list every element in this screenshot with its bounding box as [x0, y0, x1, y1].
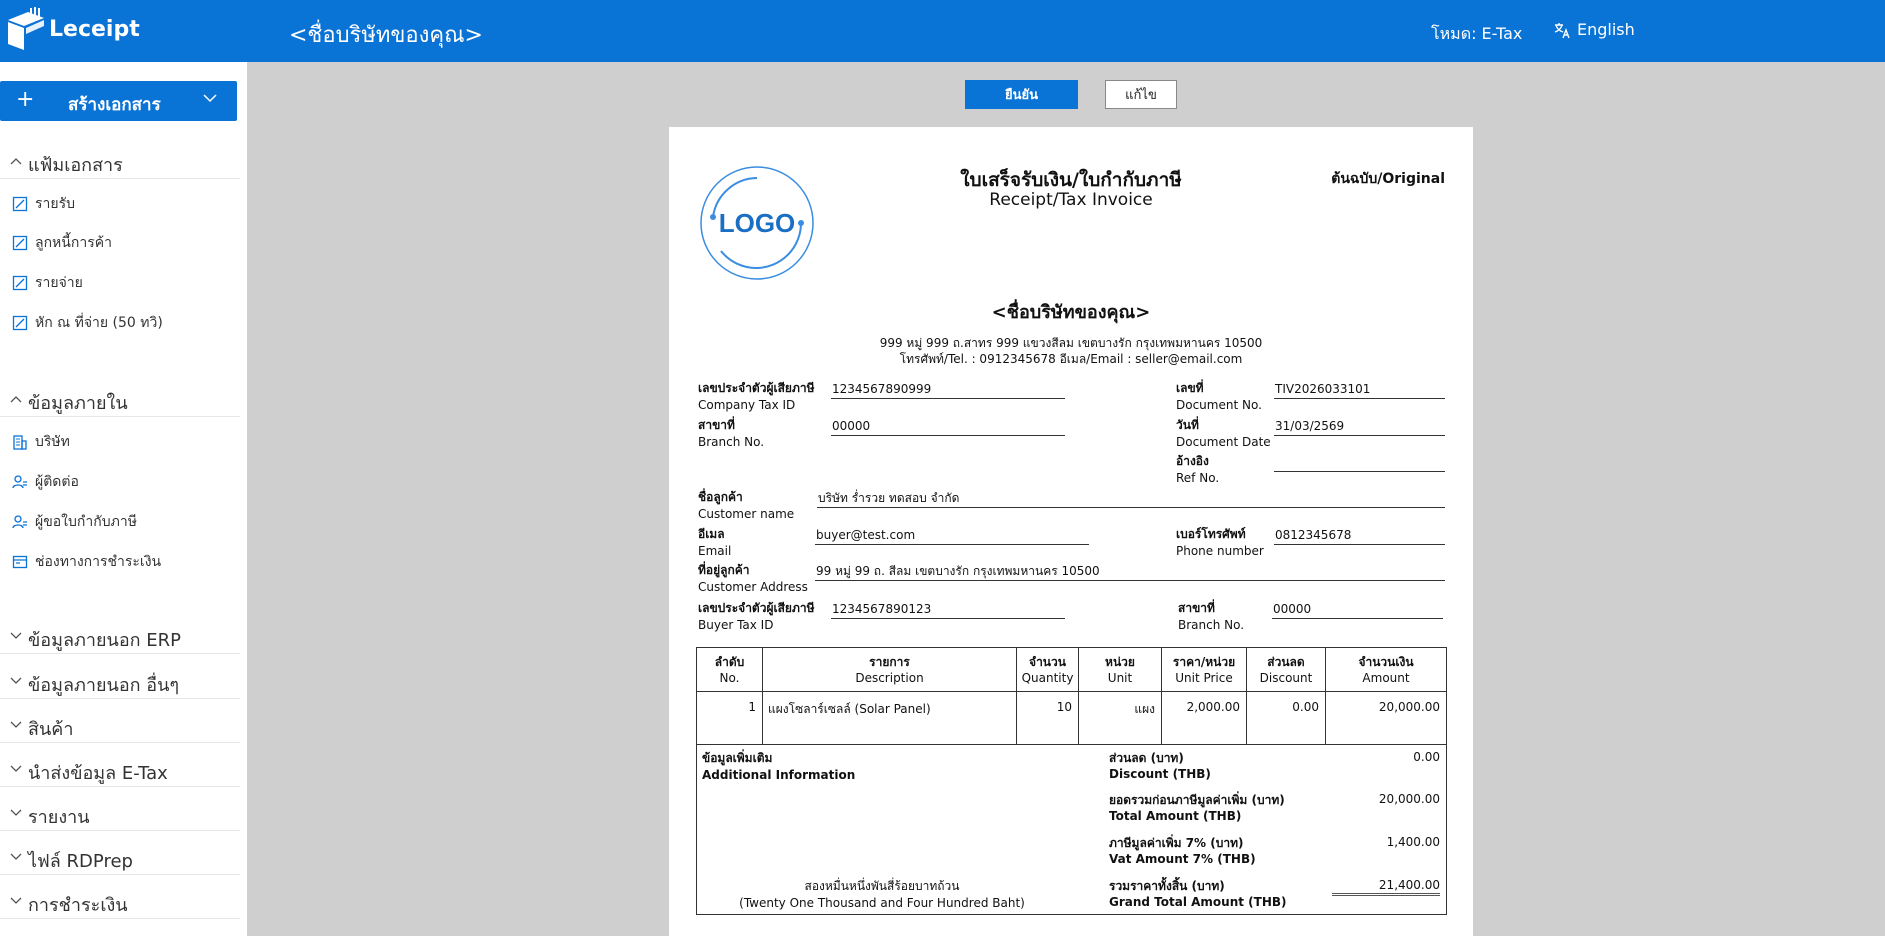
- doc-title-th: ใบเสร็จรับเงิน/ใบกำกับภาษี: [960, 169, 1182, 191]
- chevron-down-icon: [10, 809, 22, 817]
- table-cell-unit-price: 2,000.00: [1186, 700, 1240, 714]
- doc-company-name: <ชื่อบริษัทของคุณ>: [991, 302, 1151, 323]
- buyer-branch-value: 00000: [1272, 602, 1443, 619]
- edit-button[interactable]: แก้ไข: [1105, 80, 1177, 109]
- section-label: ไฟล์ RDPrep: [28, 851, 133, 872]
- section-label: สินค้า: [28, 719, 74, 740]
- branch-value: 00000: [831, 419, 1065, 436]
- header-company-title: <ชื่อบริษัทของคุณ>: [289, 23, 483, 48]
- grand-total-label: รวมราคาทั้งสิ้น (บาท) Grand Total Amount (THB): [1109, 879, 1287, 909]
- table-cell-quantity: 10: [1056, 700, 1072, 714]
- address-label: ที่อยู่ลูกค้า Customer Address: [698, 563, 808, 594]
- customer-label: ชื่อลูกค้า Customer name: [698, 490, 795, 521]
- sidebar-item-receivables[interactable]: [12, 230, 112, 256]
- section-label: การชำระเงิน: [28, 895, 128, 916]
- create-document-label: สร้างเอกสาร: [68, 95, 161, 115]
- chevron-down-icon: [10, 853, 22, 861]
- sidebar-section-etax-submit[interactable]: [0, 751, 240, 787]
- sidebar-section-payment[interactable]: [0, 883, 240, 919]
- buyer-tax-label: เลขประจำตัวผู้เสียภาษี Buyer Tax ID: [698, 601, 815, 632]
- sidebar-item-label: บริษัท: [35, 434, 70, 450]
- total-label: ยอดรวมก่อนภาษีมูลค่าเพิ่ม (บาท) Total Amount (THB): [1109, 793, 1285, 823]
- col-description: รายการ Description แผงโซลาร์เซลล์ (Solar Panel): [763, 648, 1017, 744]
- sidebar-item-expenses[interactable]: [12, 270, 83, 296]
- table-cell-no: 1: [748, 700, 756, 714]
- translate-icon: [1553, 21, 1571, 39]
- sidebar-item-withholding[interactable]: [12, 310, 163, 336]
- discount-value: 0.00: [1413, 750, 1440, 764]
- table-cell-unit: แผง: [1134, 702, 1155, 716]
- document-icon: [12, 275, 28, 291]
- create-document-button[interactable]: [0, 81, 237, 121]
- sidebar-item-label: ผู้ติดต่อ: [35, 474, 79, 490]
- summary-box: [696, 744, 1447, 915]
- email-value: buyer@test.com: [815, 528, 1089, 545]
- chevron-down-icon: [10, 677, 22, 685]
- plus-icon: +: [16, 87, 35, 112]
- doc-company-contact: โทรศัพท์/Tel. : 0912345678 อีเมล/Email : seller@email.com: [899, 352, 1243, 366]
- chevron-up-icon: [10, 157, 22, 165]
- sidebar-item-label: ผู้ขอใบกำกับภาษี: [35, 514, 137, 530]
- ref-value: [1274, 455, 1445, 472]
- doc-date-value: 31/03/2569: [1274, 419, 1445, 436]
- col-no: ลำดับ No. 1: [697, 648, 763, 744]
- document-preview: [669, 127, 1473, 936]
- table-cell-discount: 0.00: [1292, 700, 1319, 714]
- sidebar-section-documents[interactable]: [0, 143, 240, 179]
- chevron-down-icon: [203, 93, 217, 103]
- items-table: [696, 647, 1447, 745]
- table-cell-description: แผงโซลาร์เซลล์ (Solar Panel): [768, 702, 931, 716]
- doc-date-label: วันที่ Document Date: [1176, 418, 1271, 449]
- chevron-up-icon: [10, 395, 22, 403]
- col-discount: ส่วนลด Discount 0.00: [1247, 648, 1326, 744]
- sidebar: [0, 62, 247, 936]
- sidebar-item-company[interactable]: [12, 429, 70, 455]
- col-unit-price: ราคา/หน่วย Unit Price 2,000.00: [1162, 648, 1247, 744]
- doc-no-label: เลขที่ Document No.: [1176, 381, 1262, 412]
- brand-name[interactable]: Leceipt: [49, 17, 140, 42]
- doc-company-address: 999 หมู่ 999 ถ.สาทร 999 แขวงสีลม เขตบางรัก กรุงเทพมหานคร 10500: [879, 336, 1263, 350]
- chevron-down-icon: [10, 721, 22, 729]
- document-icon: [12, 235, 28, 251]
- branch-label: สาขาที่ Branch No.: [698, 418, 765, 449]
- sidebar-item-label: รายจ่าย: [35, 275, 83, 291]
- top-bar: [0, 0, 1885, 62]
- phone-label: เบอร์โทรศัพท์ Phone number: [1176, 527, 1264, 558]
- language-switcher[interactable]: [1553, 20, 1635, 39]
- doc-title-en: Receipt/Tax Invoice: [989, 190, 1153, 210]
- sidebar-section-products[interactable]: [0, 707, 240, 743]
- grand-total-value: 21,400.00: [1332, 878, 1440, 896]
- sidebar-section-external-other[interactable]: [0, 663, 240, 699]
- vat-label: ภาษีมูลค่าเพิ่ม 7% (บาท) Vat Amount 7% (THB): [1109, 836, 1256, 866]
- email-label: อีเมล Email: [698, 527, 732, 558]
- col-quantity: จำนวน Quantity 10: [1017, 648, 1079, 744]
- sidebar-item-label: ช่องทางการชำระเงิน: [35, 554, 162, 570]
- phone-value: 0812345678: [1274, 528, 1445, 545]
- mode-indicator[interactable]: โหมด: E-Tax: [1431, 24, 1523, 43]
- col-unit: หน่วย Unit แผง: [1079, 648, 1162, 744]
- buyer-tax-value: 1234567890123: [831, 602, 1065, 619]
- additional-info-label: ข้อมูลเพิ่มเติม Additional Information: [702, 751, 856, 782]
- sidebar-section-reports[interactable]: [0, 795, 240, 831]
- discount-label: ส่วนลด (บาท) Discount (THB): [1109, 751, 1211, 781]
- address-value: 99 หมู่ 99 ถ. สีลม เขตบางรัก กรุงเทพมหานคร 10500: [815, 564, 1445, 581]
- building-icon: [12, 434, 28, 450]
- document-icon: [12, 315, 28, 331]
- sidebar-item-label: รายรับ: [35, 196, 75, 212]
- sidebar-section-external-erp[interactable]: [0, 618, 240, 654]
- leceipt-logo-icon[interactable]: [6, 6, 46, 52]
- amount-in-words: สองหมื่นหนึ่งพันสี่ร้อยบาทถ้วน (Twenty One Thousand and Four Hundred Baht): [739, 879, 1025, 910]
- buyer-branch-label: สาขาที่ Branch No.: [1178, 601, 1245, 632]
- chevron-down-icon: [10, 897, 22, 905]
- table-cell-amount: 20,000.00: [1378, 700, 1440, 714]
- contacts-icon: [12, 474, 28, 490]
- section-label: นำส่งข้อมูล E-Tax: [28, 763, 168, 784]
- section-label: รายงาน: [28, 807, 90, 828]
- sidebar-item-income[interactable]: [12, 191, 75, 217]
- sidebar-section-rdprep[interactable]: [0, 839, 240, 875]
- language-label: English: [1577, 20, 1635, 39]
- col-amount: จำนวนเงิน Amount 20,000.00: [1358, 655, 1440, 714]
- doc-no-value: TIV2026033101: [1274, 382, 1445, 399]
- logo-text: LOGO: [718, 208, 796, 238]
- section-label: ข้อมูลภายใน: [28, 393, 128, 414]
- contacts-icon: [12, 514, 28, 530]
- chevron-down-icon: [10, 765, 22, 773]
- sidebar-item-payment-channels[interactable]: [12, 549, 161, 575]
- section-label: ข้อมูลภายนอก อื่นๆ: [28, 675, 180, 696]
- ref-label: อ้างอิง Ref No.: [1176, 454, 1220, 485]
- customer-value: บริษัท ร่ำรวย ทดสอบ จำกัด: [817, 491, 1445, 508]
- sidebar-item-contacts[interactable]: [12, 469, 79, 495]
- sidebar-item-label: ลูกหนี้การค้า: [35, 235, 112, 251]
- tax-id-value: 1234567890999: [831, 382, 1065, 399]
- chevron-down-icon: [10, 632, 22, 640]
- payment-icon: [12, 554, 28, 570]
- tax-id-label: เลขประจำตัวผู้เสียภาษี Company Tax ID: [698, 381, 815, 412]
- sidebar-item-label: หัก ณ ที่จ่าย (50 ทวิ): [35, 315, 163, 331]
- doc-original-label: ต้นฉบับ/Original: [1331, 171, 1445, 187]
- sidebar-section-internal-data[interactable]: [0, 381, 240, 417]
- total-value: 20,000.00: [1378, 792, 1440, 806]
- sidebar-item-tax-invoice-requesters[interactable]: [12, 509, 137, 535]
- confirm-button[interactable]: ยืนยัน: [965, 80, 1078, 109]
- section-label: แฟ้มเอกสาร: [28, 155, 123, 176]
- vat-value: 1,400.00: [1386, 835, 1440, 849]
- document-icon: [12, 196, 28, 212]
- section-label: ข้อมูลภายนอก ERP: [28, 630, 181, 651]
